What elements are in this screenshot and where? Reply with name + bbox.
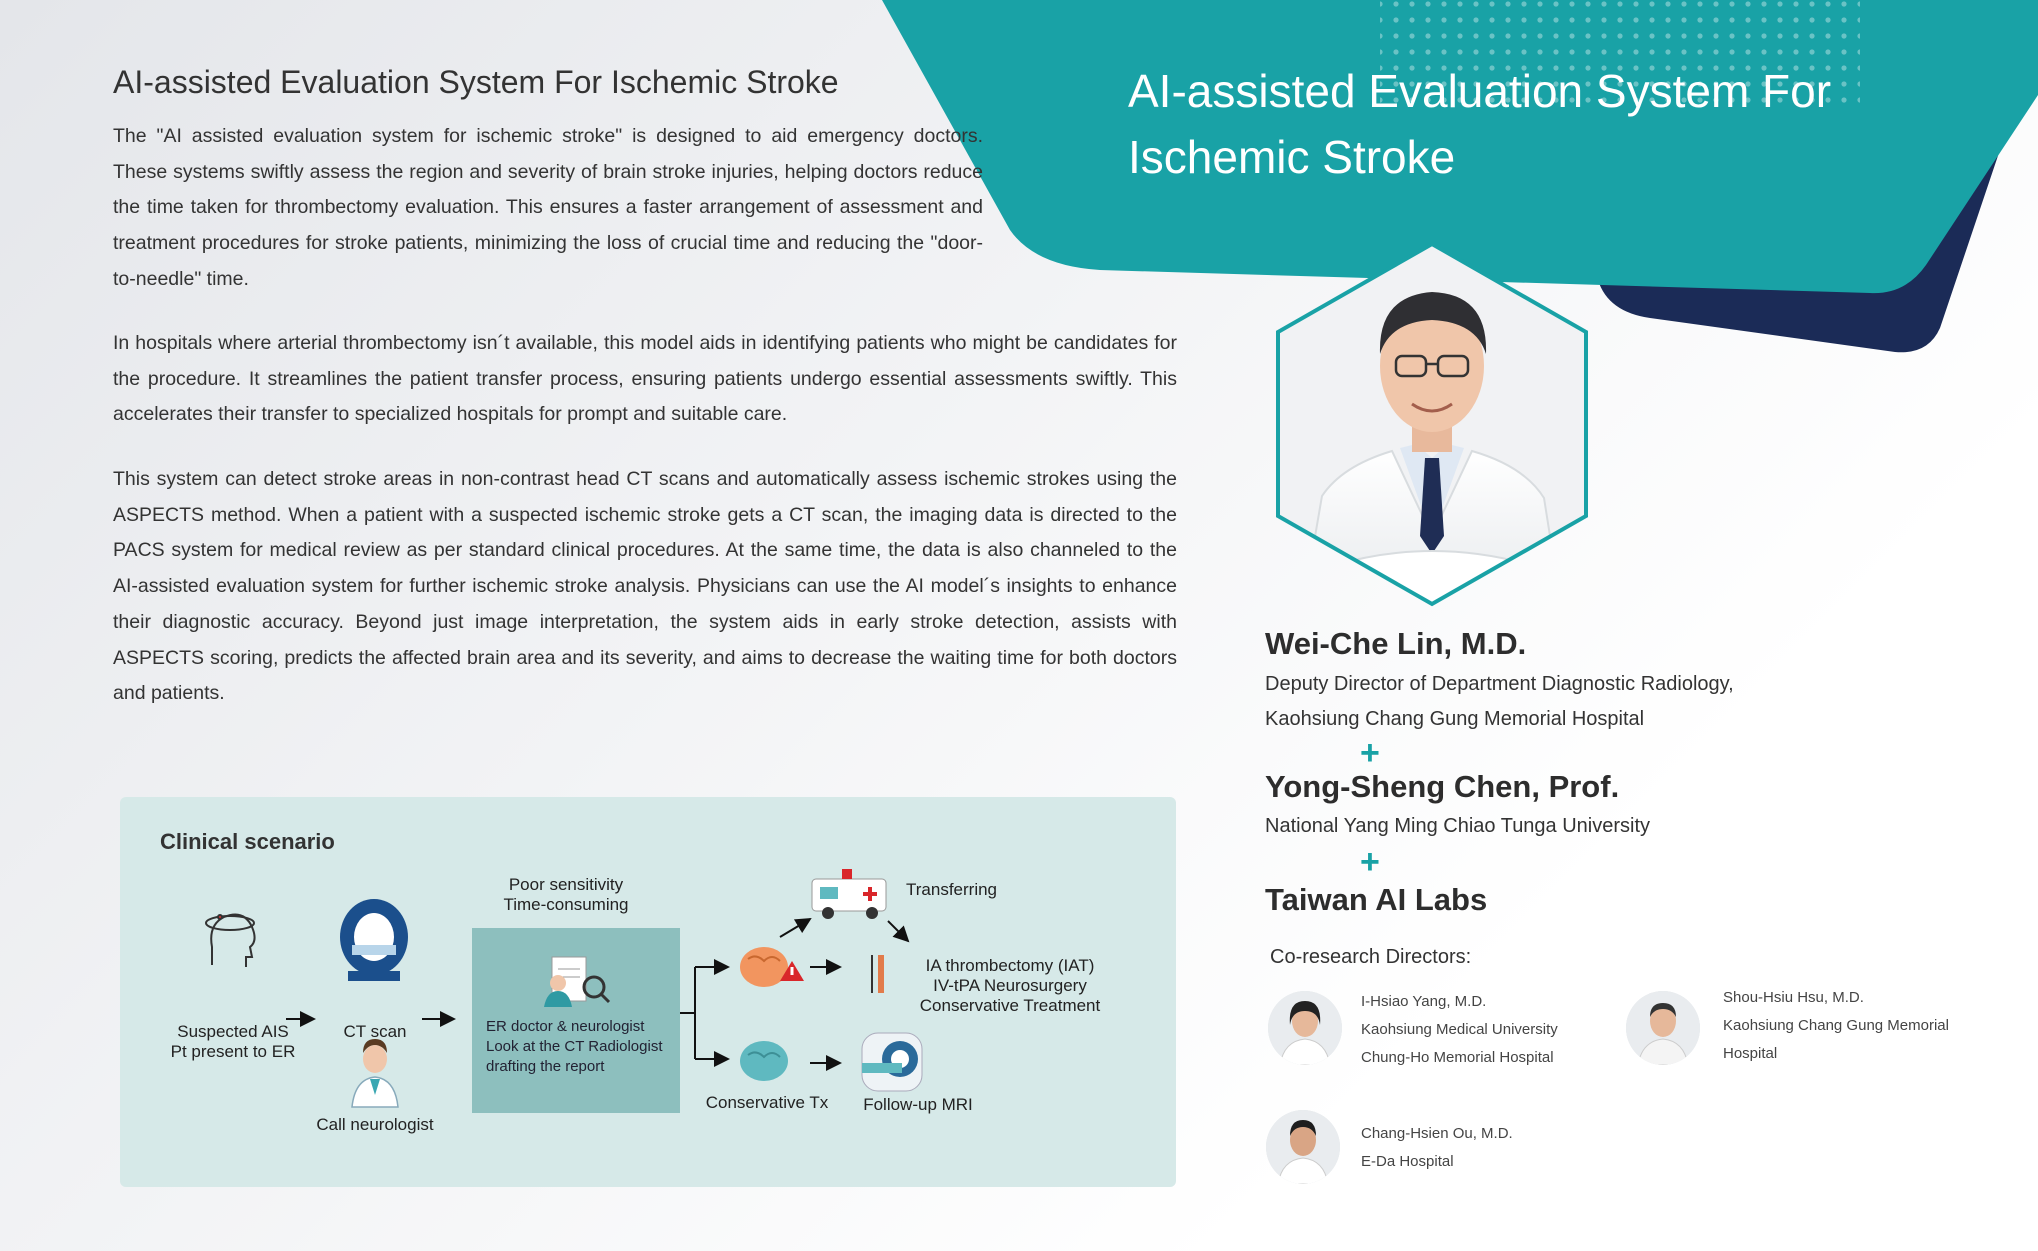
suspected-label-line-1: Suspected AIS xyxy=(177,1022,289,1041)
ct-scanner-icon xyxy=(340,899,408,981)
director-avatar-1 xyxy=(1268,991,1342,1065)
director-info-3 xyxy=(1361,1120,1513,1176)
lead-researcher-name: Wei-Che Lin, M.D. xyxy=(1265,626,1527,661)
suspected-label-line-2: Pt present to ER xyxy=(170,1042,296,1061)
director-name-3: Chang-Hsien Ou, M.D. xyxy=(1361,1125,1513,1142)
second-affiliation: National Yang Ming Chiao Tunga University xyxy=(1265,815,1651,837)
treatment-line-2: IV-tPA Neurosurgery xyxy=(933,976,1087,995)
treatment-line-3: Conservative Treatment xyxy=(919,996,1101,1015)
page-title: AI-assisted Evaluation System For Ischemic Stroke xyxy=(113,64,839,100)
director-aff-3a: E-Da Hospital xyxy=(1361,1153,1454,1170)
transferring-label: Transferring xyxy=(906,880,998,899)
ct-scan-label: CT scan xyxy=(343,1022,407,1041)
suspected-label xyxy=(158,1022,308,1062)
brain-conservative-icon xyxy=(740,1041,788,1081)
poor-label-line-2: Time-consuming xyxy=(503,895,629,914)
er-doctor-icon xyxy=(544,957,609,1007)
director-info-1 xyxy=(1361,988,1558,1072)
intro-paragraph: The "AI assisted evaluation system for ischemic stroke" is designed to aid emergency doctors. These systems swiftly assess the region and severity of brain stroke injuries, helping doctors reduce the time taken for thrombectomy evaluation. This ensures a faster arrangement of assessment and treatment procedures for stroke patients, minimizing the loss of crucial time and reducing the "door-to-needle" time. xyxy=(113,125,983,290)
director-aff-1a: Kaohsiung Medical University xyxy=(1361,1021,1558,1038)
poor-sensitivity-label xyxy=(486,875,646,915)
director-avatar-3 xyxy=(1266,1110,1340,1184)
director-aff-1b: Chung-Ho Memorial Hospital xyxy=(1361,1049,1554,1066)
second-researcher-name: Yong-Sheng Chen, Prof. xyxy=(1265,769,1620,804)
director-aff-2b: Hospital xyxy=(1723,1045,1778,1062)
poor-label-line-1: Poor sensitivity xyxy=(508,875,624,894)
system-paragraph: This system can detect stroke areas in non-contrast head CT scans and automatically assess ischemic strokes using the ASPECTS method. When a patient with a suspected ischemic stroke gets a CT scan, the imaging data is directed to the PACS system for medical review as per standard clinical procedures. At the same time, the data is also channeled to the AI-assisted evaluation system for further ischemic stroke analysis. Physicians can use the AI model´s insights to enhance their diagnostic accuracy. Beyond just image interpretation, the system aids in early stroke detection, assists with ASPECTS scoring, predicts the affected brain area and its severity, and aims to decrease the waiting time for both doctors and patients. xyxy=(113,468,1177,705)
director-aff-2a: Kaohsiung Chang Gung Memorial xyxy=(1723,1017,1949,1034)
header-title: AI-assisted Evaluation System For Ischemic Stroke xyxy=(1128,65,1832,183)
arrow-brain-to-ambulance xyxy=(780,919,810,937)
director-name-1: I-Hsiao Yang, M.D. xyxy=(1361,993,1487,1010)
director-avatar-2 xyxy=(1626,991,1700,1065)
thrombectomy-paragraph: In hospitals where arterial thrombectomy isn´t available, this model aids in identifying patients who might be candidates for the procedure. It streamlines the patient transfer process, ensuring patients undergo essential assessments swiftly. This accelerates their transfer to specialized hospitals for prompt and suitable care. xyxy=(113,332,1177,426)
plus-separator-1: + xyxy=(1360,734,1380,772)
treatment-label xyxy=(900,956,1120,1016)
mri-scanner-icon xyxy=(862,1033,922,1091)
patient-head-icon xyxy=(206,915,255,967)
doctor-portrait xyxy=(1262,236,1602,612)
iv-treatment-icon xyxy=(872,955,884,993)
arrow-ambulance-to-iat xyxy=(888,921,908,941)
brain-warning-icon xyxy=(740,947,804,987)
neurologist-icon xyxy=(352,1039,398,1107)
plus-separator-2: + xyxy=(1360,843,1380,881)
treatment-line-1: IA thrombectomy (IAT) xyxy=(925,956,1095,975)
follow-up-mri-label: Follow-up MRI xyxy=(863,1095,973,1114)
director-name-2: Shou-Hsiu Hsu, M.D. xyxy=(1723,989,1864,1006)
co-directors-heading: Co-research Directors: xyxy=(1270,946,1472,968)
ambulance-icon xyxy=(812,869,886,919)
lead-affiliation-line-1: Deputy Director of Department Diagnostic Radiology, xyxy=(1265,673,1734,695)
conservative-tx-label: Conservative Tx xyxy=(705,1093,829,1112)
clinical-scenario-title: Clinical scenario xyxy=(160,829,335,854)
lead-affiliation-line-2: Kaohsiung Chang Gung Memorial Hospital xyxy=(1265,708,1645,730)
organization-name: Taiwan AI Labs xyxy=(1265,882,1488,917)
call-neurologist-label: Call neurologist xyxy=(316,1115,434,1134)
director-info-2 xyxy=(1723,984,1949,1068)
er-review-text: ER doctor & neurologist Look at the CT Radiologist drafting the report xyxy=(486,1018,663,1075)
